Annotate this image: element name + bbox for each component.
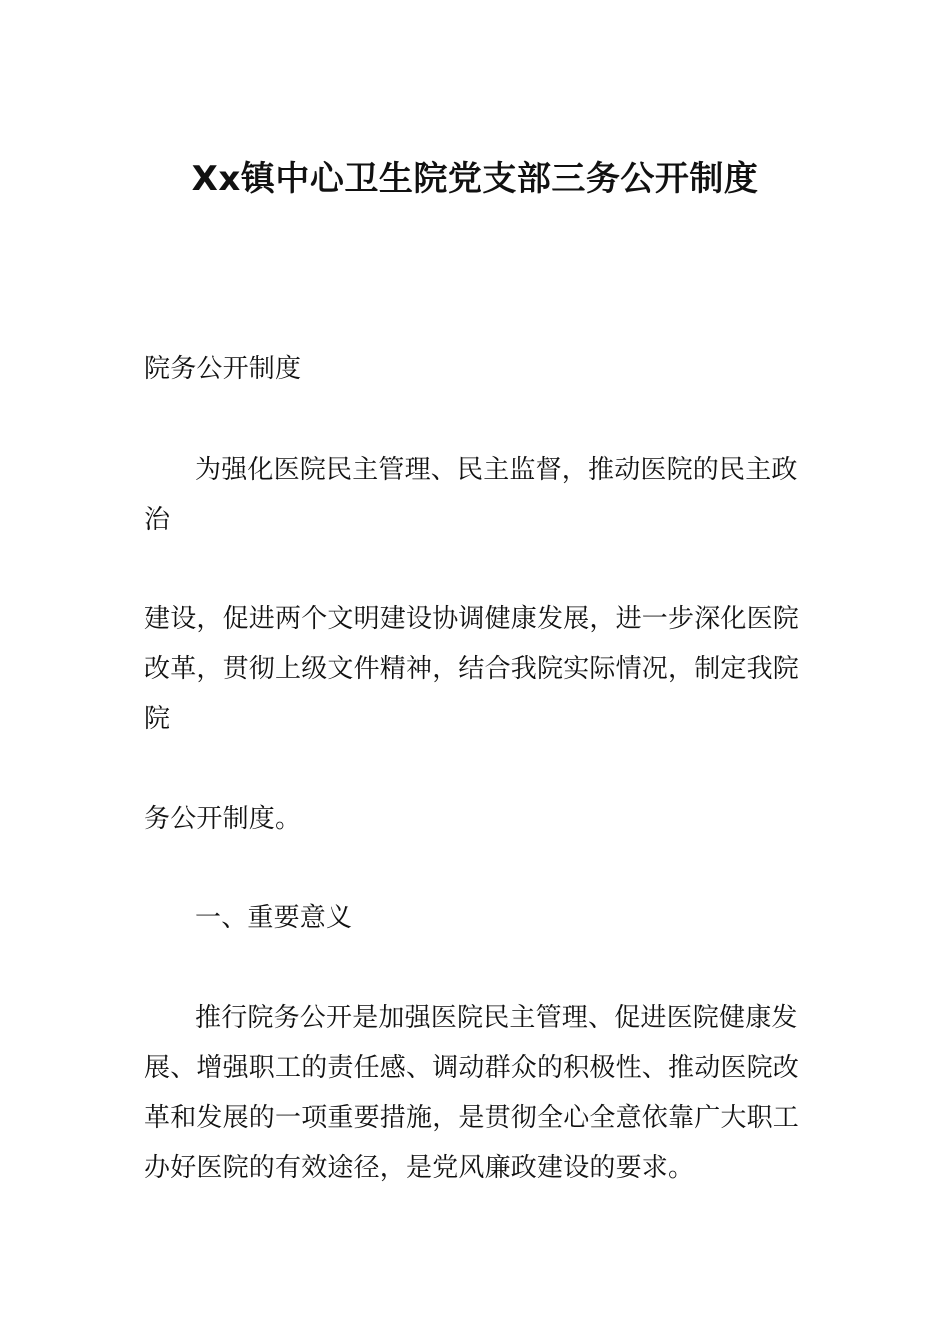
subsection-heading: 一、重要意义 [195,903,353,933]
paragraph-line: 革和发展的一项重要措施，是贯彻全心全意依靠广大职工 [144,1103,800,1133]
paragraph-line: 办好医院的有效途径，是党风廉政建设的要求。 [144,1153,695,1183]
paragraph-line: 务公开制度。 [144,804,302,834]
paragraph-line: 治 [144,505,171,535]
document-title: Xx镇中心卫生院党支部三务公开制度 [191,159,759,199]
paragraph-line: 院 [144,704,171,734]
section-heading: 院务公开制度 [144,354,302,384]
paragraph-line: 改革，贯彻上级文件精神，结合我院实际情况，制定我院 [144,654,800,684]
paragraph-line: 推行院务公开是加强医院民主管理、促进医院健康发 [195,1003,798,1033]
paragraph-line: 为强化医院民主管理、民主监督，推动医院的民主政 [195,455,798,485]
paragraph-line: 建设，促进两个文明建设协调健康发展，进一步深化医院 [144,604,800,634]
paragraph-line: 展、增强职工的责任感、调动群众的积极性、推动医院改 [144,1053,800,1083]
